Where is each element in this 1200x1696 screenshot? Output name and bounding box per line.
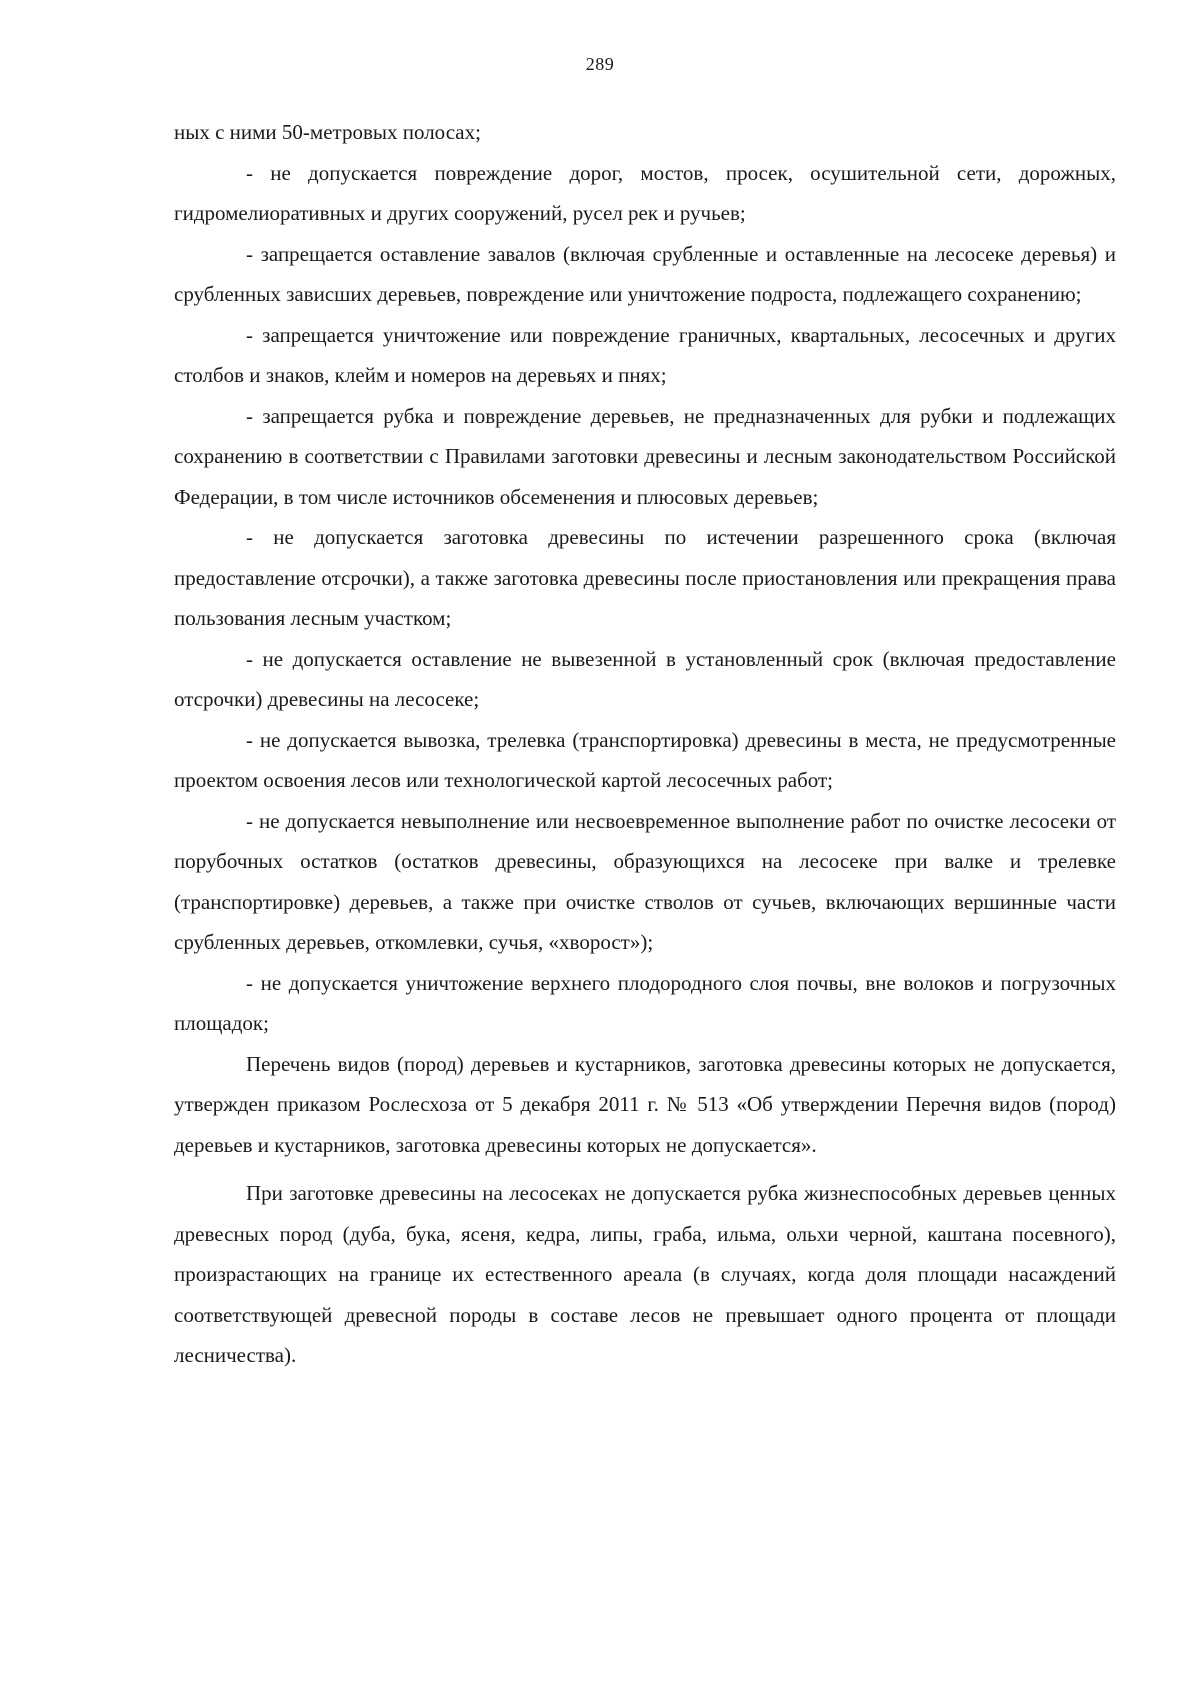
paragraph-debris: - запрещается оставление завалов (включая срубленные и оставленные на лесосеке деревья) и срубленных зависших деревьев, повреждение или уничтожение подроста, подлежащего сохранению; (174, 241, 1116, 306)
paragraph-transport: - не допускается вывозка, трелевка (транспортировка) древесины в места, не предусмотренные проектом освоения лесов или технологической картой лесосечных работ; (174, 727, 1116, 792)
document-body (174, 112, 1116, 1376)
paragraph-cleanup: - не допускается невыполнение или несвоевременное выполнение работ по очистке лесосеки от порубочных остатков (остатков древесины, образующихся на лесосеке при валке и трелевке (транспортировке) деревьев, а также при очистке стволов от сучьев, включающих вершинные части срубленных деревьев, откомлевки, сучья, «хворост»); (174, 808, 1116, 954)
paragraph-soil-layer: - не допускается уничтожение верхнего плодородного слоя почвы, вне волоков и погрузочных площадок; (174, 970, 1116, 1035)
page-number: 289 (585, 54, 615, 74)
paragraph-valuable-species: При заготовке древесины на лесосеках не допускается рубка жизнеспособных деревьев ценных древесных пород (дуба, бука, ясеня, кедра, липы, граба, ильма, ольхи черной, каштана посевного), произрастающих на границе их естественного ареала (в случаях, когда доля площади насаждений соответствующей древесной породы в составе лесов не превышает одного процента от площади лесничества). (174, 1181, 1116, 1367)
paragraph-expired-term: - не допускается заготовка древесины по истечении разрешенного срока (включая предоставление отсрочки), а также заготовка древесины после приостановления или прекращения права пользования лесным участком; (174, 525, 1116, 630)
paragraph-unremoved-wood: - не допускается оставление не вывезенной в установленный срок (включая предоставление отсрочки) древесины на лесосеке; (174, 646, 1116, 711)
paragraph-roads-damage: - не допускается повреждение дорог, мостов, просек, осушительной сети, дорожных, гидромелиоративных и других сооружений, русел рек и ручьев; (174, 160, 1116, 225)
paragraph-protected-trees: - запрещается рубка и повреждение деревьев, не предназначенных для рубки и подлежащих сохранению в соответствии с Правилами заготовки древесины и лесным законодательством Российской Федерации, в том числе источников обсеменения и плюсовых деревьев; (174, 403, 1116, 509)
paragraph-boundary-markers: - запрещается уничтожение или повреждение граничных, квартальных, лесосечных и других столбов и знаков, клейм и номеров на деревьях и пнях; (174, 322, 1116, 387)
paragraph-continuation: ных с ними 50-метровых полосах; (174, 120, 481, 144)
paragraph-species-list: Перечень видов (пород) деревьев и кустарников, заготовка древесины которых не допускается, утвержден приказом Рослесхоза от 5 декабря 2011 г. № 513 «Об утверждении Перечня видов (пород) деревьев и кустарников, заготовка древесины которых не допускается». (174, 1051, 1116, 1157)
